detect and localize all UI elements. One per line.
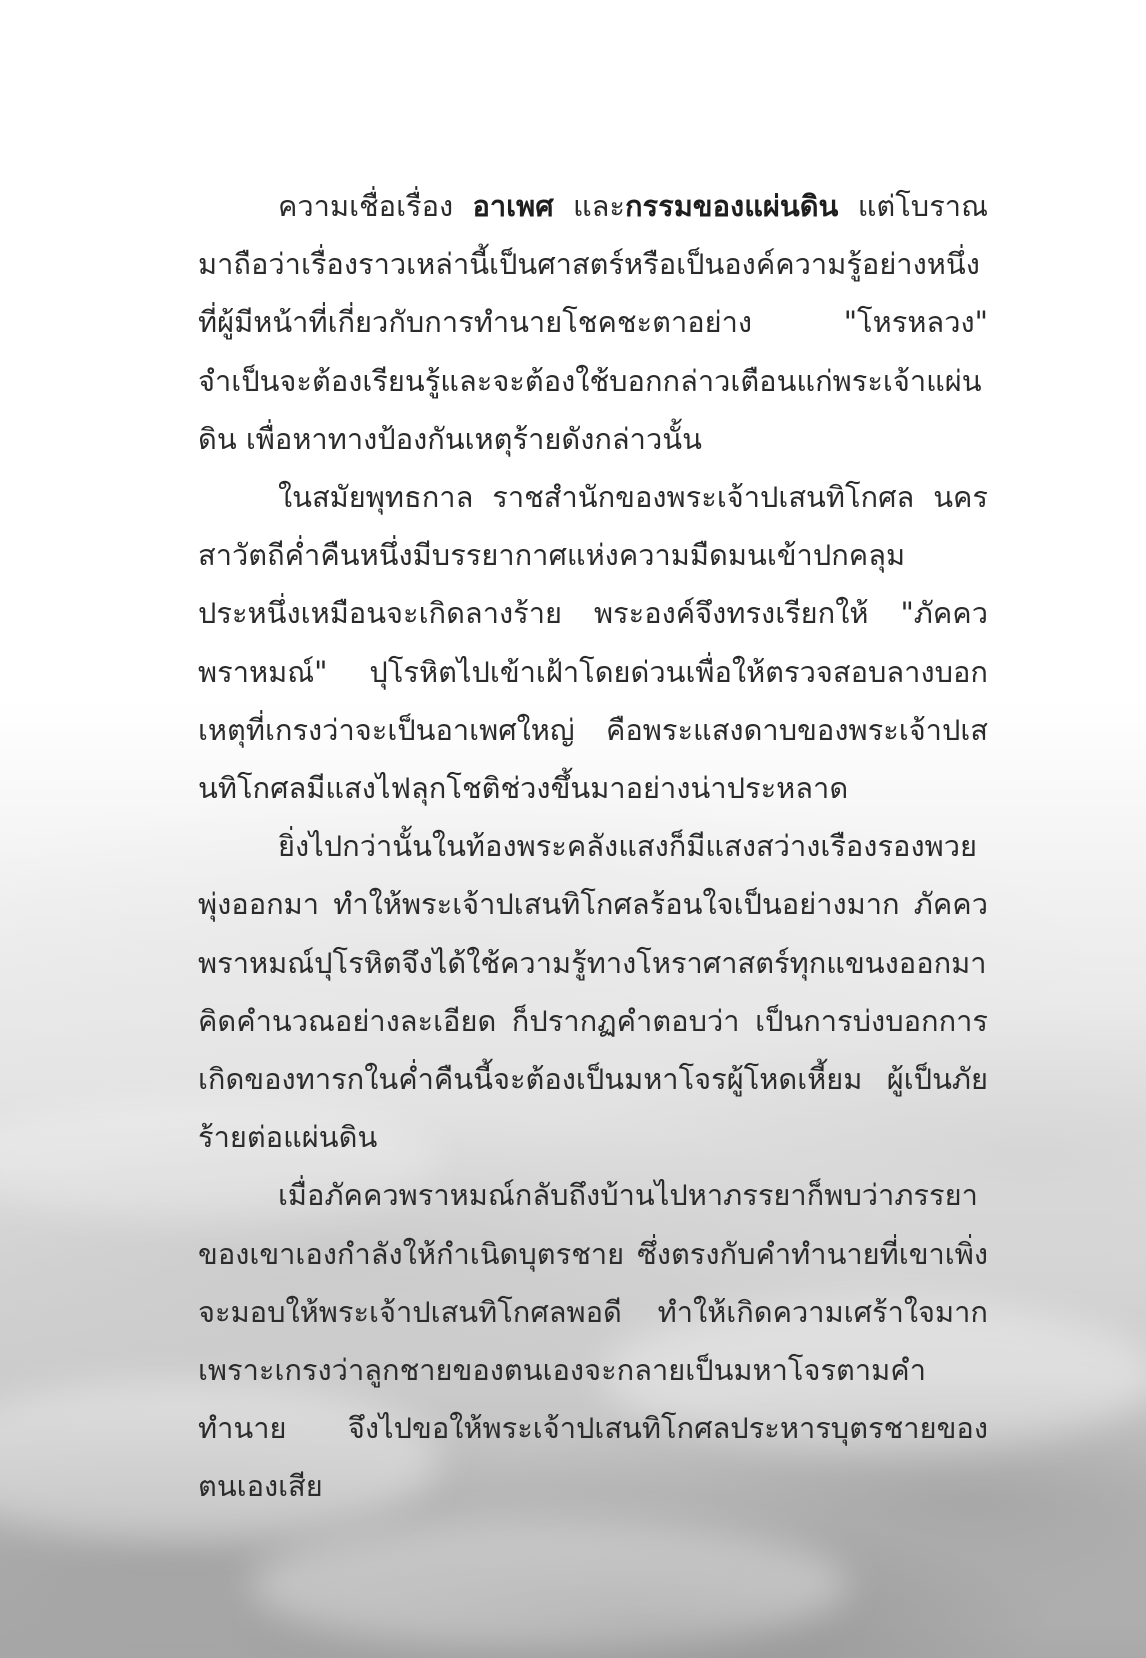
text-run: แต่โบราณมาถือว่าเรื่องราวเหล่านี้เป็นศาสตร์หรือเป็นองค์ความรู้อย่างหนึ่ง ที่ผู้มีหน้าที่เกี่ยวกับการทำนายโชคชะตาอย่าง "โหรหลวง" จำเป็นจะต้องเรียนรู้และจะต้องใช้บอกกล่าวเตือนแก่พระเจ้าแผ่นดิน เพื่อหาทางป้องกันเหตุร้ายดังกล่าวนั้น bbox=[198, 189, 988, 456]
text-run: ความเชื่อเรื่อง bbox=[278, 189, 473, 223]
paragraph bbox=[198, 817, 988, 1166]
bold-term: อาเพศ bbox=[472, 189, 554, 223]
bold-term: กรรมของแผ่นดิน bbox=[624, 189, 839, 223]
text-run: และ bbox=[553, 189, 625, 223]
text-run: ยิ่งไปกว่านั้นในท้องพระคลังแสงก็มีแสงสว่างเรืองรองพวยพุ่งออกมา ทำให้พระเจ้าปเสนทิโกศลร้อนใจเป็นอย่างมาก ภัคควพราหมณ์ปุโรหิตจึงได้ใช้ความรู้ทางโหราศาสตร์ทุกแขนงออกมาคิดคำนวณอย่างละเอียด ก็ปรากฏคำตอบว่า เป็นการบ่งบอกการเกิดของทารกในค่ำคืนนี้จะต้องเป็นมหาโจรผู้โหดเหี้ยม ผู้เป็นภัยร้ายต่อแผ่นดิน bbox=[198, 829, 988, 1155]
paragraph bbox=[198, 468, 988, 817]
paragraph bbox=[198, 177, 988, 468]
body-text bbox=[198, 177, 988, 1516]
paragraph bbox=[198, 1166, 988, 1515]
text-run: เมื่อภัคควพราหมณ์กลับถึงบ้านไปหาภรรยาก็พบว่าภรรยาของเขาเองกำลังให้กำเนิดบุตรชาย ซึ่งตรงกับคำทำนายที่เขาเพิ่งจะมอบให้พระเจ้าปเสนทิโกศลพอดี ทำให้เกิดความเศร้าใจมากเพราะเกรงว่าลูกชายของตนเองจะกลายเป็นมหาโจรตามคำทำนาย จึงไปขอให้พระเจ้าปเสนทิโกศลประหารบุตรชายของตนเองเสีย bbox=[198, 1178, 988, 1504]
text-run: ในสมัยพุทธกาล ราชสำนักของพระเจ้าปเสนทิโกศล นครสาวัตถีค่ำคืนหนึ่งมีบรรยากาศแห่งความมืดมนเข้าปกคลุมประหนึ่งเหมือนจะเกิดลางร้าย พระองค์จึงทรงเรียกให้ "ภัคควพราหมณ์" ปุโรหิตไปเข้าเฝ้าโดยด่วนเพื่อให้ตรวจสอบลางบอกเหตุที่เกรงว่าจะเป็นอาเพศใหญ่ คือพระแสงดาบของพระเจ้าปเสนทิโกศลมีแสงไฟลุกโชติช่วงขึ้นมาอย่างน่าประหลาด bbox=[198, 480, 988, 806]
cloud-texture bbox=[250, 1520, 850, 1650]
